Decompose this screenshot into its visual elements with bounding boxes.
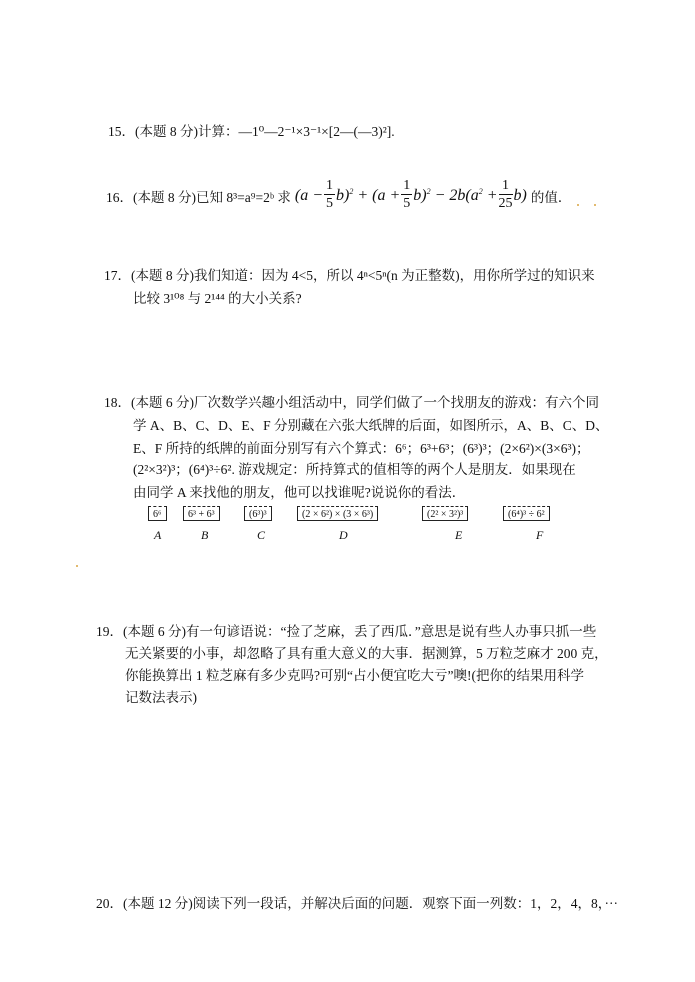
card-figure xyxy=(0,506,695,546)
question-16-suffix: 的值． xyxy=(530,189,572,205)
question-19-line-4: 记数法表示) xyxy=(125,690,197,705)
question-15-text: ．(本题 8 分)计算：—1⁰—2⁻¹×3⁻¹×[2—(—3)²]. xyxy=(121,124,395,139)
question-20-line-1: 20．(本题 12 分)阅读下列一段话，并解决后面的问题．观察下面一列数：1，2，4，8，··· xyxy=(96,896,618,911)
question-17-line-1: 17．(本题 8 分)我们知道：因为 4<5，所以 4ⁿ<5ⁿ(n 为正整数)，用你所学过的知识来 xyxy=(104,268,595,283)
card-b: 6³ + 6³ xyxy=(183,506,220,521)
card-label-b: B xyxy=(201,528,209,542)
card-label-a: A xyxy=(154,528,162,542)
card-e: (2² × 3²)³ xyxy=(422,506,468,521)
question-19-line-1: 19．(本题 6 分)有一句谚语说：“捡了芝麻，丢了西瓜．”意思是说有些人办事只抓一些 xyxy=(96,624,597,639)
card-c: (6³)³ xyxy=(244,506,272,521)
stray-mark xyxy=(76,565,78,567)
card-label-e: E xyxy=(455,528,463,542)
question-16-prefix: 16．(本题 8 分)已知 8³=a⁹=2ᵇ 求 xyxy=(106,189,291,205)
card-d: (2 × 6²) × (3 × 6³) xyxy=(297,506,378,521)
question-18-line-2: 学 A、B、C、D、E、F 分别藏在六张大纸牌的后面，如图所示，A、B、C、D、 xyxy=(133,418,609,433)
fraction: $\frac{1}{5}$ xyxy=(403,178,411,211)
question-18-line-3: E、F 所持的纸牌的前面分别写有六个算式：6⁶；6³+6³；(6³)³；(2×6²)×(3×6³)； xyxy=(133,441,590,456)
question-18-line-5: 由同学 A 来找他的朋友，他可以找谁呢?说说你的看法． xyxy=(133,485,466,500)
question-18-line-1: 18．(本题 6 分)厂次数学兴趣小组活动中，同学们做了一个找朋友的游戏：有六个同 xyxy=(104,395,599,410)
card-label-d: D xyxy=(339,528,348,542)
question-16-formula: (a − $\frac{1}{5}$ b)$^2$ + (a + $\frac{1}{5}$ $b)^2 - 2b(a^2$ + $\frac{1}{25}$ b) xyxy=(294,178,527,211)
fraction: $\frac{1}{25}$ xyxy=(498,178,513,211)
question-15-number: 15 xyxy=(108,124,122,139)
question-17-line-2: 比较 3¹⁰⁸ 与 2¹⁴⁴ 的大小关系? xyxy=(133,291,302,306)
card-a: 6⁶ xyxy=(148,506,167,521)
question-19-line-2: 无关紧要的小事，却忽略了具有重大意义的大事．据测算，5 万粒芝麻才 200 克， xyxy=(125,646,608,661)
fraction: $\frac{1}{5}$ xyxy=(326,178,334,211)
stray-mark xyxy=(594,204,596,206)
card-f: (6⁴)³ ÷ 6² xyxy=(503,506,550,521)
card-label-c: C xyxy=(257,528,266,542)
card-label-f: F xyxy=(536,528,544,542)
question-19-line-3: 你能换算出 1 粒芝麻有多少克吗?可别“占小便宜吃大亏”噢!(把你的结果用科学 xyxy=(125,668,584,683)
stray-mark xyxy=(577,204,579,206)
question-18-line-4: (2²×3²)³；(6⁴)³÷6². 游戏规定：所持算式的值相等的两个人是朋友．如果现在 xyxy=(133,462,576,477)
